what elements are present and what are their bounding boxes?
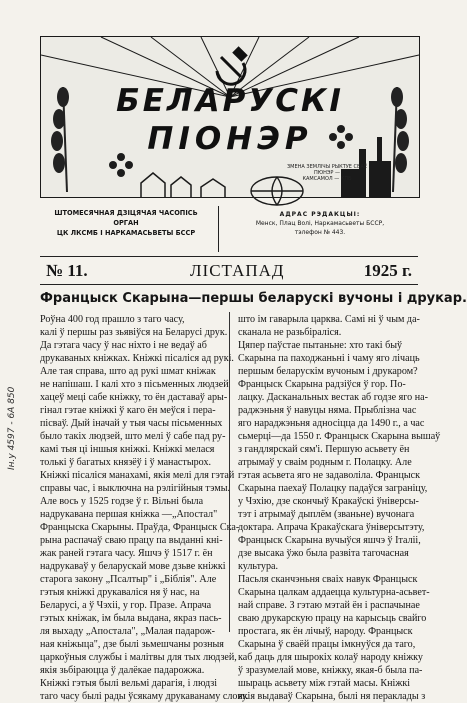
article-text-line: яго нараджэньня адносіцца да 1490 г., а час <box>238 418 425 429</box>
motto-line: ЗМЕНА ЗЕМЛІЧЫ РЫКТУЕ СВАЁ <box>286 164 368 170</box>
editorial-address <box>222 210 418 237</box>
article-text-line: першым беларускім вучоным і друкаром? <box>238 366 418 377</box>
article-text-line: раджэньня ў навуцы няма. Прыблізна час <box>238 405 417 416</box>
publisher-line: ОРГАН <box>113 219 139 227</box>
article-text-line: Беларусі, а ў Чэхіі, у гор. Празе. Апрача <box>40 600 212 611</box>
article-text-line: простага, як ён лічыў, народу. Францыск <box>238 626 413 637</box>
article-text-line: справы час, і выключна на рэлігійныя тэмы. <box>40 483 231 494</box>
article-text-line: надрукаваў у беларускай мове дзьве кніжкі <box>40 561 226 572</box>
publisher-info <box>40 208 212 238</box>
article-text-line: шыраць асьвету між гэтай масы. Кніжкі <box>238 678 411 689</box>
bottom-rule <box>40 284 418 285</box>
motto-line: КАМСАМОЛ — КПБ <box>302 176 352 182</box>
article-text-line: Скарына паехаў Полацку падаўся заграніцу, <box>238 483 428 494</box>
info-divider <box>218 206 219 252</box>
article-title: Францыск Скарына—першы беларускі вучоны і друкар. <box>40 291 467 306</box>
article-text-line: Францыск Скарына радзіўся ў гор. По- <box>238 379 406 390</box>
article-text-line: Але тая справа, што ад рукі шмат кніжак <box>40 366 216 377</box>
handwritten-margin-note: Ін.у 4597 - 6А 850 <box>7 386 17 470</box>
article-text-line: Але вось у 1525 годзе ў г. Вільні была <box>40 496 204 507</box>
article-text-line: каб даць для шырокіх колаў народу кніжку <box>238 652 423 663</box>
article-text-line: Скарына ў сваёй працы імкнуўся да таго, <box>238 639 416 650</box>
column-divider <box>229 312 230 632</box>
article-text-line: Скарына па паходжаньні і чаму яго лічаць <box>238 353 420 364</box>
article-text-line: най справе. З гэтаю мэтай ён і распачынае <box>238 600 420 611</box>
masthead <box>40 36 420 198</box>
article-text-line: было такіх людзей, што мелі ў сабе пад ру- <box>40 431 226 442</box>
article-text-line: што ім гаварыла царква. Самі ні ў чым да- <box>238 314 420 325</box>
masthead-title-line-1: БЕЛАРУСКІ <box>116 83 344 119</box>
issue-line <box>40 259 418 281</box>
issue-number: № 11. <box>46 261 88 280</box>
article-text-line: культура. <box>238 561 278 572</box>
top-rule <box>40 256 418 257</box>
article-text-line: якія выдаваў Скарына, былі ня пераклады з <box>238 691 426 702</box>
article-text-line: гінал гэтае кніжкі ў каго ён меўся і пера- <box>40 405 216 416</box>
article-text-line: атрымаў у сваім родным г. Полацку. Але <box>238 457 412 468</box>
article-text-line: камі тыя ці іншыя кніжкі. Кніжкі мелася <box>40 444 215 455</box>
article-text-line: старога закону „Псалтыр" і „Біблія". Але <box>40 574 217 585</box>
article-text-line: тэт і атрымаў дыплём (званьне) вучонага <box>238 509 415 520</box>
article-text-line: рына распачаў сваю працу па выданні кні- <box>40 535 223 546</box>
article-column-1 <box>40 313 249 702</box>
article-text-line: ля выхаду „Апостала", „Малая падарож- <box>40 626 215 637</box>
article-text-line: доктара. Апрача Кракаўскага ўніверсытэту, <box>238 522 425 533</box>
article-text-line: якія зьбіраюцца ў далёкае падарожжа. <box>40 665 205 676</box>
article-text-line: ная кніжыца", дзе былі зьмешчаны розныя <box>40 639 224 650</box>
masthead-motto <box>277 164 377 182</box>
article-text-line: гэтая асьвета яго не задаволіла. Францыск <box>238 470 421 481</box>
address-line: тэлефон № 443. <box>294 229 346 236</box>
article-text-line: таго часу былі рады ўсякаму друкаванаму слову. <box>40 691 249 702</box>
article-text-line: Скарына цалкам аддаецца культурна-асьвет- <box>238 587 430 598</box>
article-text-line: гэтыя кніжкі друкаваліся ня ў нас, на <box>40 587 200 598</box>
article-text-line: з гандлярскай сям'і. Першую асьвету ён <box>238 444 410 455</box>
article-text-line: Пасьля сканчэньня сваіх навук Францыск <box>238 574 418 585</box>
village-houses-icon <box>141 173 225 197</box>
article-text-line: надрукавана першая кніжка —„Апостал" <box>40 509 218 520</box>
article-text-line: Кніжкі пісаліся манахамі, якія мелі для гэтай <box>40 470 235 481</box>
publisher-line: ЦК ЛКСМБ І НАРКАМАСЬВЕТЫ БССР <box>56 229 196 237</box>
issue-year: 1925 г. <box>363 261 412 280</box>
article-text-line: калі ў першы раз зьявіўся на Беларусі друк. <box>40 327 228 338</box>
article-text-line: Роўна 400 год прашло з таго часу, <box>40 314 185 325</box>
article-text-line: царкоўныя службы і малітвы для тых людзей, <box>40 652 237 663</box>
publisher-line: ШТОМЕСЯЧНАЯ ДЗІЦЯЧАЯ ЧАСОПІСЬ <box>54 209 198 217</box>
article-text-line: друкаваных кніжках. Кніжкі пісаліся ад рукі. <box>40 353 234 364</box>
motto-line: ПЮНЭР — <box>313 170 340 176</box>
address-line: Менск, Плац Волі, Наркамасьветы БССР, <box>255 220 385 227</box>
article-text-line: гэтых кніжак, ім была выдана, якраз пась- <box>40 613 222 624</box>
article-text-line: дзе высака ўжо была развіта тагочасная <box>238 548 409 559</box>
article-column-2 <box>238 313 441 702</box>
article-text-line: ў зразумелай мове, кніжку, якая-б была па- <box>238 665 423 676</box>
article-text-line: Францыск Скарына вучыўся яшчэ ў Італіі, <box>238 535 421 546</box>
article-text-line: сканала не разьбіраліся. <box>238 327 342 338</box>
article-text-line: толькі ў багатых князёў і ў манастырох. <box>40 457 212 468</box>
issue-month: ЛІСТАПАД <box>190 261 285 280</box>
article-text-line: жак раней гэтага часу. Яшчэ ў 1517 г. ён <box>40 548 213 559</box>
article-text-line: Францыска Скарыны. Праўда, Францыск Ска- <box>40 522 240 533</box>
hammer-sickle-icon <box>217 48 246 84</box>
article-text-line: лацку. Дасканальных вестак аб годзе яго на- <box>238 392 428 403</box>
article-text-line: сваю друкарскую працу на карысьць свайго <box>238 613 427 624</box>
article-text-line: Да гэтага часу ў нас ніхто і не ведаў аб <box>40 340 207 351</box>
article-text-line: сьмерці—да 1550 г. Францыск Скарына вышаў <box>238 431 441 442</box>
article-text-line: Цяпер паўстае пытаньне: хто такі быў <box>238 340 403 351</box>
address-heading: АДРАС РЭДАКЦЫІ: <box>279 211 361 218</box>
article-text-line: пісваў. Дый іначай у тыя часы пісьменных <box>40 418 223 429</box>
article-text-line: у Чэхію, дзе скончыў Кракаўскі ўніверсы- <box>238 496 419 507</box>
article-text-line: Кніжкі гэтыя былі вельмі дарагія, і людзі <box>40 678 218 689</box>
article-text-line: хацеў меці сабе кніжку, то ён даставаў ары- <box>40 392 228 403</box>
masthead-title-line-2: ПІОНЭР <box>147 121 313 157</box>
article-text-line: не напішаш. І калі хто з пісьменных людзей <box>40 379 229 390</box>
